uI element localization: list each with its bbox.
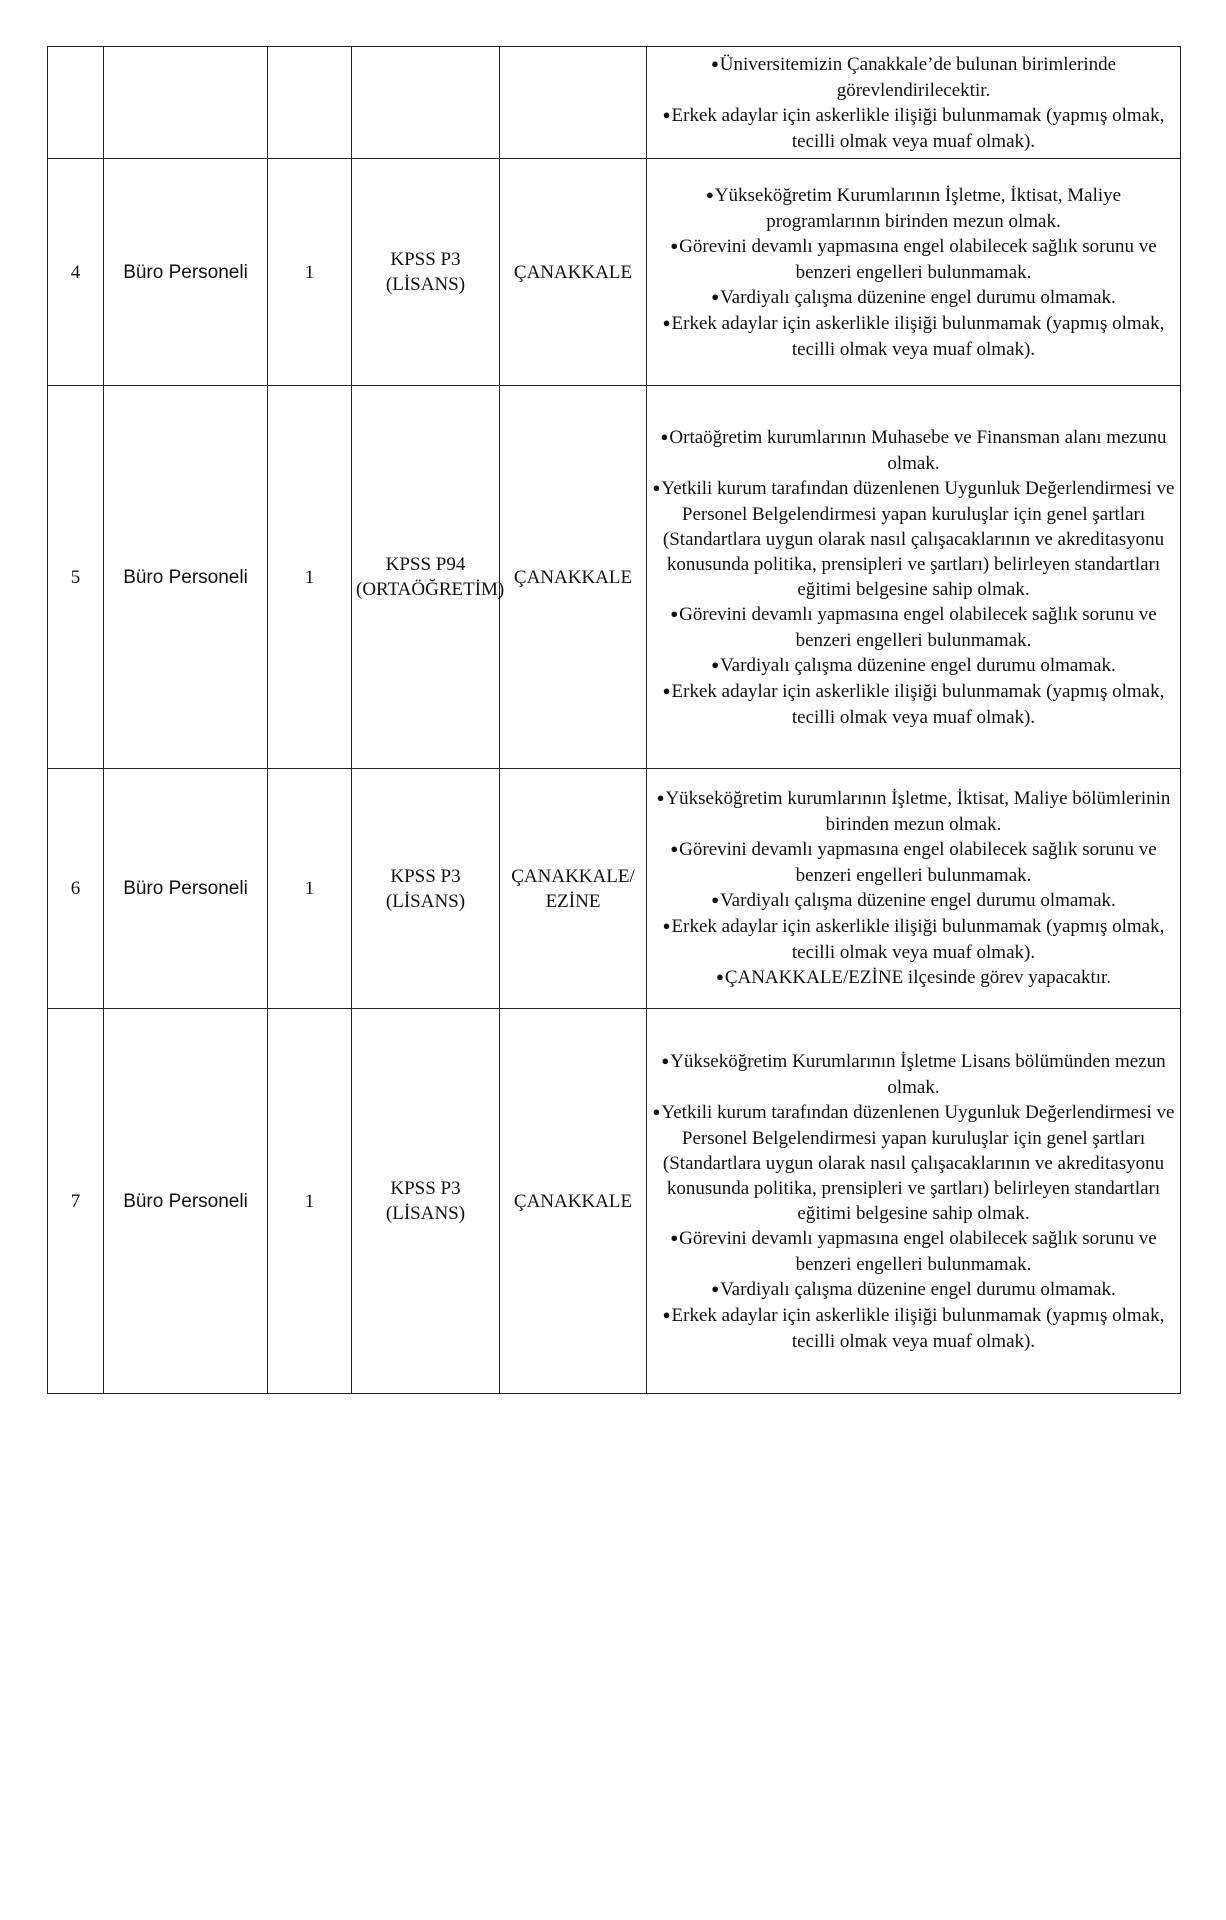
position-number: 4 <box>48 159 104 386</box>
exam-type-line1: KPSS P3 (LİSANS) <box>385 1178 466 1224</box>
position-title: Büro Personeli <box>104 386 268 769</box>
requirement-item: ● Vardiyalı çalışma düzenine engel durumu olmamak. <box>651 653 1176 679</box>
table-row <box>48 386 1181 769</box>
requirement-item: ● Yükseköğretim kurumlarının İşletme, İktisat, Maliye bölümlerinin birinden mezun olmak. <box>651 786 1176 837</box>
position-title: Büro Personeli <box>104 1009 268 1394</box>
requirement-item: ● Yetkili kurum tarafından düzenlenen Uygunluk Değerlendirmesi ve Personel Belgelendirmesi yapan kuruluşlar için genel şartları (Standartlara uygun olarak nasıl çalışacaklarının ve akreditasyonu konusunda politika, prensipleri ve şartları) belirleyen standartları eğitimi belgesine sahip olmak. <box>651 476 1176 602</box>
requirements-cell <box>647 159 1181 386</box>
requirement-item: ● Yükseköğretim Kurumlarının İşletme Lisans bölümünden mezun olmak. <box>651 1049 1176 1100</box>
requirement-item: ● Erkek adaylar için askerlikle ilişiği bulunmamak (yapmış olmak, tecilli olmak veya muaf olmak). <box>651 1303 1176 1354</box>
requirements-cell <box>647 769 1181 1009</box>
requirement-item: ● Üniversitemizin Çanakkale’de bulunan birimlerinde görevlendirilecektir. <box>651 52 1176 103</box>
requirement-item: ● Görevini devamlı yapmasına engel olabilecek sağlık sorunu ve benzeri engelleri bulunmamak. <box>651 602 1176 653</box>
position-count: 1 <box>268 386 352 769</box>
position-count: 1 <box>268 1009 352 1394</box>
requirement-item: ● Yükseköğretim Kurumlarının İşletme, İktisat, Maliye programlarının birinden mezun olmak. <box>651 183 1176 234</box>
location <box>500 386 647 769</box>
location-line1: ÇANAKKALE/ <box>511 865 635 887</box>
exam-type-line1: KPSS P94 <box>385 554 466 575</box>
position-title <box>104 47 268 159</box>
requirement-item: ● Erkek adaylar için askerlikle ilişiği bulunmamak (yapmış olmak, tecilli olmak veya muaf olmak). <box>651 103 1176 154</box>
position-number: 5 <box>48 386 104 769</box>
requirement-item: ● ÇANAKKALE/EZİNE ilçesinde görev yapacaktır. <box>651 965 1176 991</box>
exam-type <box>352 386 505 769</box>
position-count: 1 <box>268 769 352 1009</box>
exam-type <box>352 159 500 386</box>
location-line1: ÇANAKKALE <box>513 1190 633 1212</box>
table-row <box>48 769 1181 1009</box>
table-row <box>48 1009 1181 1394</box>
requirement-item: ● Erkek adaylar için askerlikle ilişiği bulunmamak (yapmış olmak, tecilli olmak veya muaf olmak). <box>651 679 1176 730</box>
position-number: 7 <box>48 1009 104 1394</box>
exam-type-line1: KPSS P3 (LİSANS) <box>385 865 466 912</box>
requirements-cell <box>647 47 1181 159</box>
position-count <box>268 47 352 159</box>
location <box>500 159 647 386</box>
requirements-cell <box>647 1009 1181 1394</box>
requirement-item: ● Vardiyalı çalışma düzenine engel durumu olmamak. <box>651 285 1176 311</box>
job-listing-table <box>47 46 1181 1394</box>
position-number <box>48 47 104 159</box>
location-line2: EZİNE <box>545 890 601 912</box>
location-line1: ÇANAKKALE <box>513 566 633 588</box>
position-count: 1 <box>268 159 352 386</box>
exam-type-line1: KPSS P3 (LİSANS) <box>385 249 466 295</box>
exam-type <box>352 1009 500 1394</box>
requirement-item: ● Yetkili kurum tarafından düzenlenen Uygunluk Değerlendirmesi ve Personel Belgelendirmesi yapan kuruluşlar için genel şartları (Standartlara uygun olarak nasıl çalışacaklarının ve akreditasyonu konusunda politika, prensipleri ve şartları) belirleyen standartları eğitimi belgesine sahip olmak. <box>651 1100 1176 1226</box>
table-row <box>48 47 1181 159</box>
location-line1: ÇANAKKALE <box>513 261 633 283</box>
requirement-item: ● Görevini devamlı yapmasına engel olabilecek sağlık sorunu ve benzeri engelleri bulunmamak. <box>651 1226 1176 1277</box>
requirement-item: ● Erkek adaylar için askerlikle ilişiği bulunmamak (yapmış olmak, tecilli olmak veya muaf olmak). <box>651 914 1176 965</box>
table-row <box>48 159 1181 386</box>
position-title: Büro Personeli <box>104 769 268 1009</box>
requirement-item: ● Erkek adaylar için askerlikle ilişiği bulunmamak (yapmış olmak, tecilli olmak veya muaf olmak). <box>651 311 1176 362</box>
exam-type <box>352 47 500 159</box>
exam-type-line2: (ORTAÖĞRETİM) <box>356 579 505 600</box>
requirements-cell <box>647 386 1181 769</box>
location <box>500 769 647 1009</box>
requirement-item: ● Ortaöğretim kurumlarının Muhasebe ve Finansman alanı mezunu olmak. <box>651 425 1176 476</box>
requirement-item: ● Vardiyalı çalışma düzenine engel durumu olmamak. <box>651 1277 1176 1303</box>
location <box>500 47 647 159</box>
requirement-item: ● Görevini devamlı yapmasına engel olabilecek sağlık sorunu ve benzeri engelleri bulunmamak. <box>651 234 1176 285</box>
requirement-item: ● Vardiyalı çalışma düzenine engel durumu olmamak. <box>651 888 1176 914</box>
location <box>500 1009 647 1394</box>
exam-type <box>352 769 500 1009</box>
position-number: 6 <box>48 769 104 1009</box>
requirement-item: ● Görevini devamlı yapmasına engel olabilecek sağlık sorunu ve benzeri engelleri bulunmamak. <box>651 837 1176 888</box>
position-title: Büro Personeli <box>104 159 268 386</box>
